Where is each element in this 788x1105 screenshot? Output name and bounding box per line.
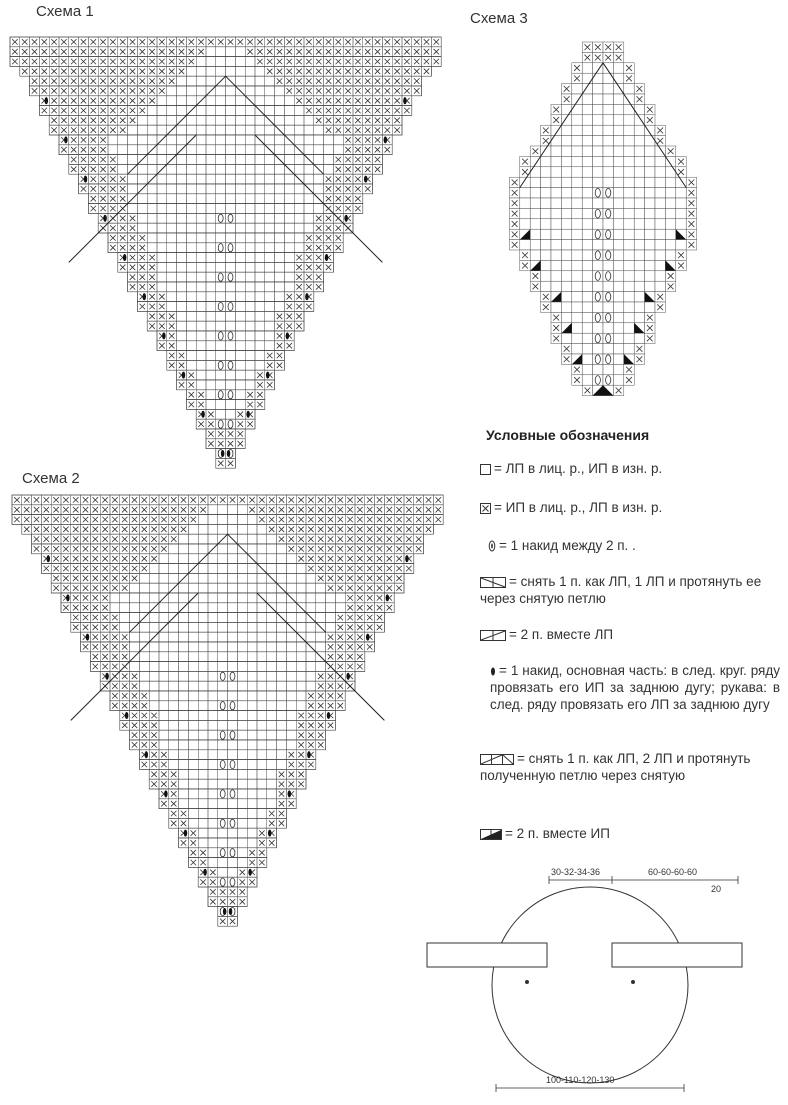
dim-body: 100-110-120-130 bbox=[546, 1075, 615, 1085]
scheme-2-chart bbox=[12, 495, 443, 926]
marker-dot-right bbox=[631, 980, 635, 984]
legend-item-purl: = ИП в лиц. р., ЛП в изн. р. bbox=[480, 499, 780, 516]
right-sleeve bbox=[612, 943, 742, 967]
legend-item-knit: = ЛП в лиц. р., ИП в изн. р. bbox=[480, 460, 780, 477]
legend-item-sk2p: = снять 1 п. как ЛП, 2 ЛП и протянуть полученную петлю через снятую bbox=[480, 751, 751, 783]
scheme-3-label: Схема 3 bbox=[470, 10, 528, 27]
dim-neck: 30-32-34-36 bbox=[551, 867, 601, 877]
scheme-1-chart bbox=[10, 37, 441, 468]
body-circle bbox=[492, 887, 688, 1083]
legend-title: Условные обозначения bbox=[486, 427, 650, 443]
legend-item-yo: = 1 накид, основная часть: в след. круг. ряду провязать его ИП за заднюю дугу; рукава: в след. ряду провязать его ЛП за заднюю дугу bbox=[490, 663, 780, 712]
yo-icon bbox=[490, 666, 496, 677]
scheme-1-label: Схема 1 bbox=[36, 3, 94, 20]
skp-icon bbox=[480, 577, 506, 588]
legend-item-skp: = снять 1 п. как ЛП, 1 ЛП и протянуть ее через снятую петлю bbox=[480, 574, 762, 606]
dim-sleeve: 60-60-60-60 bbox=[648, 867, 698, 877]
garment-pattern bbox=[427, 876, 742, 1092]
dim-cuff: 20 bbox=[711, 884, 722, 894]
legend-item-yarn-over: = 1 накид между 2 п. . bbox=[488, 537, 788, 554]
legend-item-k2tog: = 2 п. вместе ЛП bbox=[480, 626, 780, 643]
p2tog-icon bbox=[480, 829, 502, 840]
legend-item-p2tog: = 2 п. вместе ИП bbox=[480, 825, 780, 842]
knit-icon bbox=[480, 464, 491, 475]
k2tog-icon bbox=[480, 630, 506, 641]
yarn-over-icon bbox=[488, 540, 496, 552]
scheme-2-label: Схема 2 bbox=[22, 470, 80, 487]
left-sleeve bbox=[427, 943, 547, 967]
purl-icon bbox=[480, 503, 491, 514]
scheme-3-chart bbox=[509, 42, 696, 396]
marker-dot-left bbox=[525, 980, 529, 984]
sk2p-icon bbox=[480, 754, 514, 765]
